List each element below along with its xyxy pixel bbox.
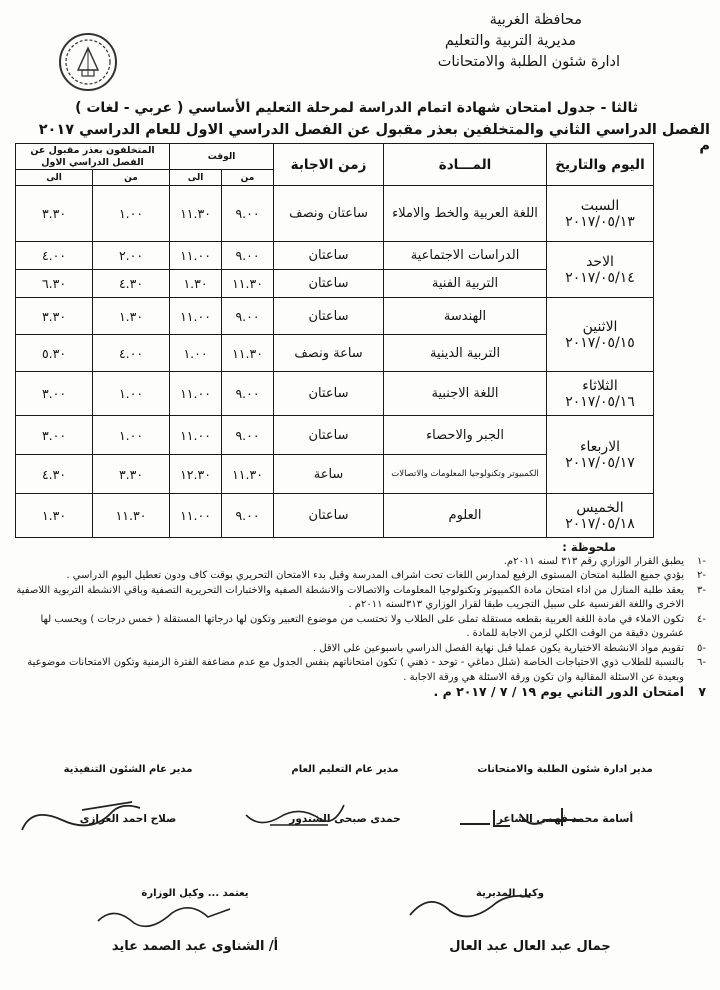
exam-date: ٢٠١٧/٠٥/١٧ bbox=[565, 454, 635, 471]
time-from-cell: ٩.٠٠ bbox=[222, 298, 274, 335]
duration-cell: ساعتان bbox=[274, 242, 384, 270]
schedule-subtitle: الفصل الدراسي الثاني والمتخلفين بعذر مقبول عن الفصل الدراسي الاول للعام الدراسي ٢٠١٧ م bbox=[38, 122, 710, 154]
subject-cell: العلوم bbox=[384, 494, 547, 538]
duration-cell: ساعتان bbox=[274, 298, 384, 335]
time-from-cell: ٩.٠٠ bbox=[222, 372, 274, 416]
subject-cell: اللغة العربية والخط والاملاء bbox=[384, 186, 547, 242]
exam-schedule-table bbox=[15, 143, 654, 538]
day-name: السبت bbox=[580, 197, 620, 214]
time-to-cell: ١١.٠٠ bbox=[170, 242, 222, 270]
day-cell bbox=[547, 298, 654, 372]
note-text: بالنسبة للطلاب ذوي الاحتياجات الخاصة (شلل دماغي - توحد - ذهني ) تكون امتحاناتهم بنفس الجدول مع عدم مضاعفة الفترة الزمنية وتكون الامتحانات موضوعية وبعيدة عن الاسئلة المقالية وان تكون ورقة الاسئلة هي ورقة الاجابة . bbox=[27, 657, 684, 683]
exam-date: ٢٠١٧/٠٥/١٦ bbox=[565, 393, 635, 410]
subject-cell: الجبر والاحصاء bbox=[384, 416, 547, 455]
late-from-cell: ١١.٣٠ bbox=[93, 494, 170, 538]
signature-title: مدير ادارة شئون الطلبة والامتحانات bbox=[477, 764, 653, 775]
note-number: ٧ bbox=[698, 684, 706, 699]
time-to-cell: ١١.٠٠ bbox=[170, 416, 222, 455]
duration-cell: ساعتان bbox=[274, 372, 384, 416]
schedule-title: ثالثا - جدول امتحان شهادة اتمام الدراسة لمرحلة التعليم الأساسي ( عربي - لغات ) bbox=[75, 100, 638, 116]
time-to-cell: ١١.٣٠ bbox=[170, 186, 222, 242]
note-text: يؤدي جميع الطلبة امتحان المستوى الرفيع لمدارس اللغات تحت اشراف المدرسة وقبل بدء الامتحان التحريري بوقت كاف ودون تعطيل اليوم الدراسي . bbox=[66, 570, 684, 581]
day-name: الخميس bbox=[576, 499, 624, 516]
header-from: من bbox=[222, 170, 274, 186]
note-item-second-round bbox=[16, 685, 706, 700]
note-item bbox=[16, 613, 706, 642]
duration-cell: ساعتان ونصف bbox=[274, 186, 384, 242]
note-number: -١ bbox=[697, 555, 706, 567]
note-text: يطبق القرار الوزاري رقم ٣١٣ لسنه ٢٠١١م. bbox=[503, 555, 684, 567]
notes-heading: ملحوظة : bbox=[562, 540, 616, 554]
signature-title: وكيل المديرية bbox=[476, 888, 544, 899]
signature-name: أ/ الشناوى عبد الصمد عايد bbox=[111, 939, 279, 954]
governorate-line: محافظة الغربية bbox=[489, 12, 582, 28]
signature-name: أسامة محمد فهمي الشاعر bbox=[496, 813, 634, 825]
subject-cell: الكمبيوتر وتكنولوجيا المعلومات والاتصالات bbox=[384, 455, 547, 494]
header-time: الوقت bbox=[170, 144, 274, 170]
late-to-cell: ٣.٣٠ bbox=[16, 186, 93, 242]
note-number: -٥ bbox=[697, 642, 706, 654]
day-cell bbox=[547, 494, 654, 538]
late-to-cell: ٣.٣٠ bbox=[16, 298, 93, 335]
late-to-cell: ٤.٠٠ bbox=[16, 242, 93, 270]
note-item bbox=[16, 642, 706, 657]
header-duration: زمن الاجابة bbox=[274, 144, 384, 186]
note-item bbox=[16, 569, 706, 584]
signature-mark bbox=[450, 800, 600, 836]
signature-mark bbox=[400, 885, 540, 929]
time-from-cell: ٩.٠٠ bbox=[222, 416, 274, 455]
note-item bbox=[16, 656, 706, 685]
exam-date: ٢٠١٧/٠٥/١٤ bbox=[565, 269, 635, 286]
time-from-cell: ١١.٣٠ bbox=[222, 455, 274, 494]
late-to-cell: ٤.٣٠ bbox=[16, 455, 93, 494]
note-text: امتحان الدور الثاني يوم ١٩ / ٧ / ٢٠١٧ م . bbox=[433, 684, 684, 699]
subject-cell: التربية الدينية bbox=[384, 335, 547, 372]
duration-cell: ساعة bbox=[274, 455, 384, 494]
late-to-cell: ١.٣٠ bbox=[16, 494, 93, 538]
subject-cell: اللغة الاجنبية bbox=[384, 372, 547, 416]
day-cell bbox=[547, 416, 654, 494]
late-from-cell: ١.٣٠ bbox=[93, 298, 170, 335]
time-to-cell: ١١.٠٠ bbox=[170, 372, 222, 416]
note-number: -٦ bbox=[697, 657, 706, 668]
day-name: الاحد bbox=[586, 253, 614, 270]
day-cell bbox=[547, 242, 654, 298]
late-to-cell: ٣.٠٠ bbox=[16, 416, 93, 455]
time-to-cell: ١٢.٣٠ bbox=[170, 455, 222, 494]
time-from-cell: ٩.٠٠ bbox=[222, 242, 274, 270]
header-subject: المـــادة bbox=[384, 144, 547, 186]
note-item bbox=[16, 555, 706, 570]
time-to-cell: ١١.٠٠ bbox=[170, 298, 222, 335]
day-name: الثلاثاء bbox=[582, 377, 618, 394]
duration-cell: ساعتان bbox=[274, 270, 384, 298]
note-text: تكون الاملاء في مادة اللغة العربية بقطعه مستقلة تملى على الطلاب ولا تحتسب من موضوع التعبير وتكون لها درجاتها المستقلة ( خمس درجات ) ويحسب لها عشرون دقيقة من الوقت الكلي لزمن الاجابة للمادة . bbox=[40, 613, 684, 639]
late-from-cell: ٢.٠٠ bbox=[93, 242, 170, 270]
late-to-cell: ٦.٣٠ bbox=[16, 270, 93, 298]
day-name: الاثنين bbox=[582, 318, 618, 335]
header-late-from: من bbox=[93, 170, 170, 186]
government-emblem-icon bbox=[56, 30, 120, 94]
subject-cell: الدراسات الاجتماعية bbox=[384, 242, 547, 270]
time-from-cell: ١١.٣٠ bbox=[222, 335, 274, 372]
note-number: -٣ bbox=[697, 584, 706, 596]
header-day-date: اليوم والتاريخ bbox=[547, 144, 654, 186]
signature-mark bbox=[90, 895, 240, 937]
late-from-cell: ١.٠٠ bbox=[93, 186, 170, 242]
day-cell bbox=[547, 186, 654, 242]
time-to-cell: ١.٠٠ bbox=[170, 335, 222, 372]
signature-name: صلاح احمد العرازى bbox=[79, 813, 177, 825]
duration-cell: ساعة ونصف bbox=[274, 335, 384, 372]
late-from-cell: ١.٠٠ bbox=[93, 372, 170, 416]
time-to-cell: ١.٣٠ bbox=[170, 270, 222, 298]
late-to-cell: ٥.٣٠ bbox=[16, 335, 93, 372]
exam-date: ٢٠١٧/٠٥/١٣ bbox=[565, 213, 635, 230]
signature-name: جمال عبد العال عبد العال bbox=[449, 939, 611, 954]
note-text: يعقد طلبة المنازل من اداء امتحان مادة الكمبيوتر وتكنولوجيا المعلومات والاتصالات والانشطة الصفية والاختبارات التحريرية التصفية وباقي الانشطة التربوية اللاصفية الاخرى واللغة الفرنسية على سبيل التجريب طبقا لقرار الوزاري ٣١٣لسنه ٢٠١١م . bbox=[16, 584, 684, 610]
notes-section bbox=[16, 540, 706, 700]
signature-mark bbox=[240, 795, 350, 839]
signature-title: مدير عام الشئون التنفيذية bbox=[63, 764, 193, 775]
signature-title: يعتمد ... وكيل الوزارة bbox=[141, 888, 249, 899]
late-from-cell: ٣.٣٠ bbox=[93, 455, 170, 494]
subject-cell: التربية الفنية bbox=[384, 270, 547, 298]
note-item bbox=[16, 584, 706, 613]
time-to-cell: ١١.٠٠ bbox=[170, 494, 222, 538]
time-from-cell: ١١.٣٠ bbox=[222, 270, 274, 298]
signature-title: مدير عام التعليم العام bbox=[291, 764, 399, 775]
note-text: تقويم مواد الانشطة الاختيارية يكون عمليا قبل نهاية الفصل الدراسي باسبوعين على الاقل . bbox=[312, 642, 684, 654]
exam-date: ٢٠١٧/٠٥/١٨ bbox=[565, 515, 635, 532]
signature-name: حمدى صبحى الشندور bbox=[289, 813, 401, 825]
exam-date: ٢٠١٧/٠٥/١٥ bbox=[565, 334, 635, 351]
signature-mark bbox=[12, 790, 162, 844]
duration-cell: ساعتان bbox=[274, 494, 384, 538]
header-late: المتخلفون بعذر مقبول عن الفصل الدراسي الاول bbox=[16, 144, 170, 170]
duration-cell: ساعتان bbox=[274, 416, 384, 455]
directorate-line: مديرية التربية والتعليم bbox=[444, 33, 576, 49]
late-from-cell: ٤.٠٠ bbox=[93, 335, 170, 372]
time-from-cell: ٩.٠٠ bbox=[222, 494, 274, 538]
day-name: الاربعاء bbox=[579, 438, 621, 455]
late-from-cell: ٤.٣٠ bbox=[93, 270, 170, 298]
header-to: الى bbox=[170, 170, 222, 186]
issuer-header bbox=[360, 10, 620, 73]
department-line: ادارة شئون الطلبة والامتحانات bbox=[437, 54, 620, 70]
note-number: -٢ bbox=[697, 570, 706, 581]
header-late-to: الى bbox=[16, 170, 93, 186]
late-to-cell: ٣.٠٠ bbox=[16, 372, 93, 416]
note-number: -٤ bbox=[697, 613, 706, 625]
subject-cell: الهندسة bbox=[384, 298, 547, 335]
time-from-cell: ٩.٠٠ bbox=[222, 186, 274, 242]
day-cell bbox=[547, 372, 654, 416]
late-from-cell: ١.٠٠ bbox=[93, 416, 170, 455]
